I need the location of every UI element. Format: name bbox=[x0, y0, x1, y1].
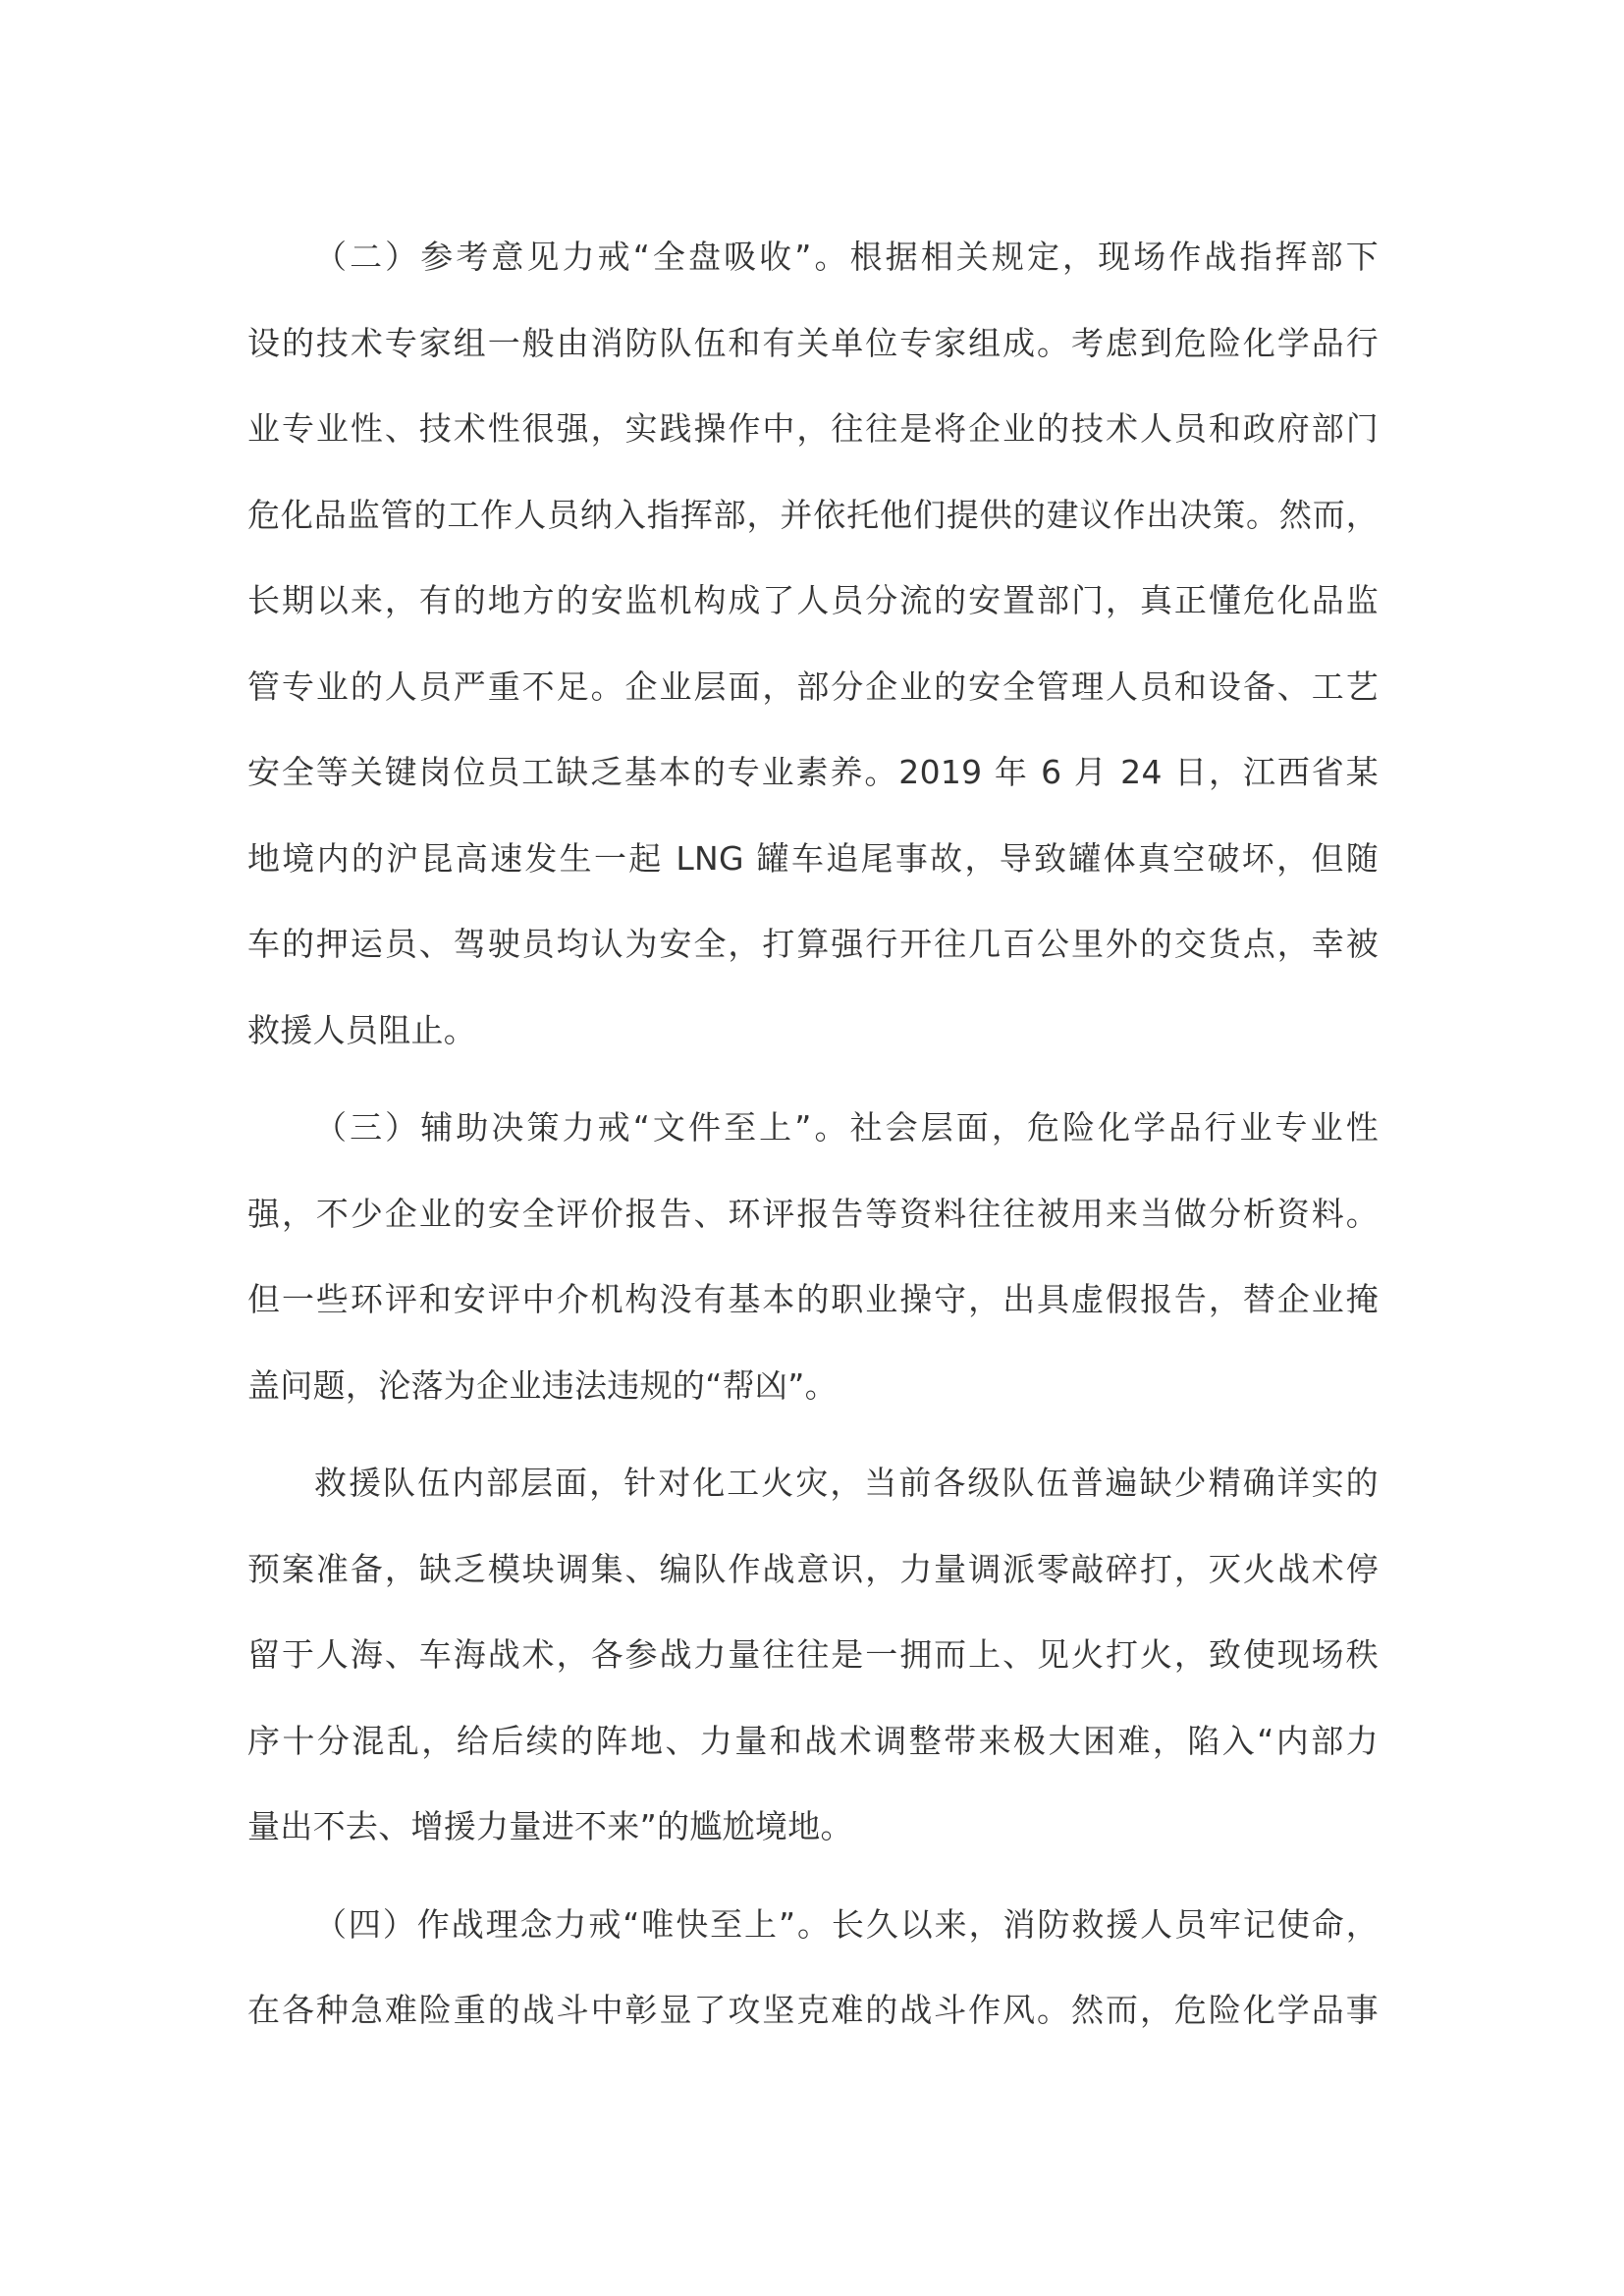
text-line: 盖问题，沦落为企业违法违规的“帮凶”。 bbox=[247, 1365, 838, 1405]
text-line: 序十分混乱，给后续的阵地、力量和战术调整带来极大困难，陷入“内部力 bbox=[247, 1721, 1379, 1760]
text-line: 救援人员阻止。 bbox=[247, 1010, 477, 1049]
text-line: （四）作战理念力戒“唯快至上”。长久以来，消防救援人员牢记使命， bbox=[314, 1904, 1379, 1944]
text-line: 救援队伍内部层面，针对化工火灾，当前各级队伍普遍缺少精确详实的 bbox=[314, 1464, 1379, 1502]
paragraph-3-decision-support bbox=[247, 1085, 1379, 1428]
paragraph-2-reference-opinions bbox=[247, 214, 1379, 1073]
text-line: 危化品监管的工作人员纳入指挥部，并依托他们提供的建议作出决策。然而， bbox=[247, 495, 1379, 534]
text-line: 车的押运员、驾驶员均认为安全，打算强行开往几百公里外的交货点，幸被 bbox=[247, 925, 1379, 963]
text-line: 安全等关键岗位员工缺乏基本的专业素养。2019 年 6 月 24 日，江西省某 bbox=[247, 753, 1379, 791]
text-line: 留于人海、车海战术，各参战力量往往是一拥而上、见火打火，致使现场秩 bbox=[247, 1635, 1379, 1674]
text-line: 设的技术专家组一般由消防队伍和有关单位专家组成。考虑到危险化学品行 bbox=[247, 323, 1379, 362]
text-line: 预案准备，缺乏模块调集、编队作战意识，力量调派零敲碎打，灭火战术停 bbox=[247, 1549, 1379, 1588]
text-line: 强，不少企业的安全评价报告、环评报告等资料往往被用来当做分析资料。 bbox=[247, 1194, 1379, 1233]
text-line: 量出不去、增援力量进不来”的尴尬境地。 bbox=[247, 1807, 853, 1845]
text-line: 地境内的沪昆高速发生一起 LNG 罐车追尾事故，导致罐体真空破坏，但随 bbox=[247, 838, 1379, 878]
text-line: （二）参考意见力戒“全盘吸收”。根据相关规定，现场作战指挥部下 bbox=[314, 238, 1379, 276]
text-line: 管专业的人员严重不足。企业层面，部分企业的安全管理人员和设备、工艺 bbox=[247, 667, 1379, 706]
text-line: 业专业性、技术性很强，实践操作中，往往是将企业的技术人员和政府部门 bbox=[247, 409, 1379, 448]
text-line: 在各种急难险重的战斗中彰显了攻坚克难的战斗作风。然而，危险化学品事 bbox=[247, 1991, 1379, 2029]
paragraph-4-combat-concept bbox=[247, 1882, 1379, 2054]
document-page bbox=[247, 214, 1379, 2065]
paragraph-rescue-team-internal bbox=[247, 1440, 1379, 1870]
text-line: 长期以来，有的地方的安监机构成了人员分流的安置部门，真正懂危化品监 bbox=[247, 581, 1379, 619]
text-line: （三）辅助决策力戒“文件至上”。社会层面，危险化学品行业专业性 bbox=[314, 1108, 1379, 1147]
text-line: 但一些环评和安评中介机构没有基本的职业操守，出具虚假报告，替企业掩 bbox=[247, 1280, 1379, 1318]
